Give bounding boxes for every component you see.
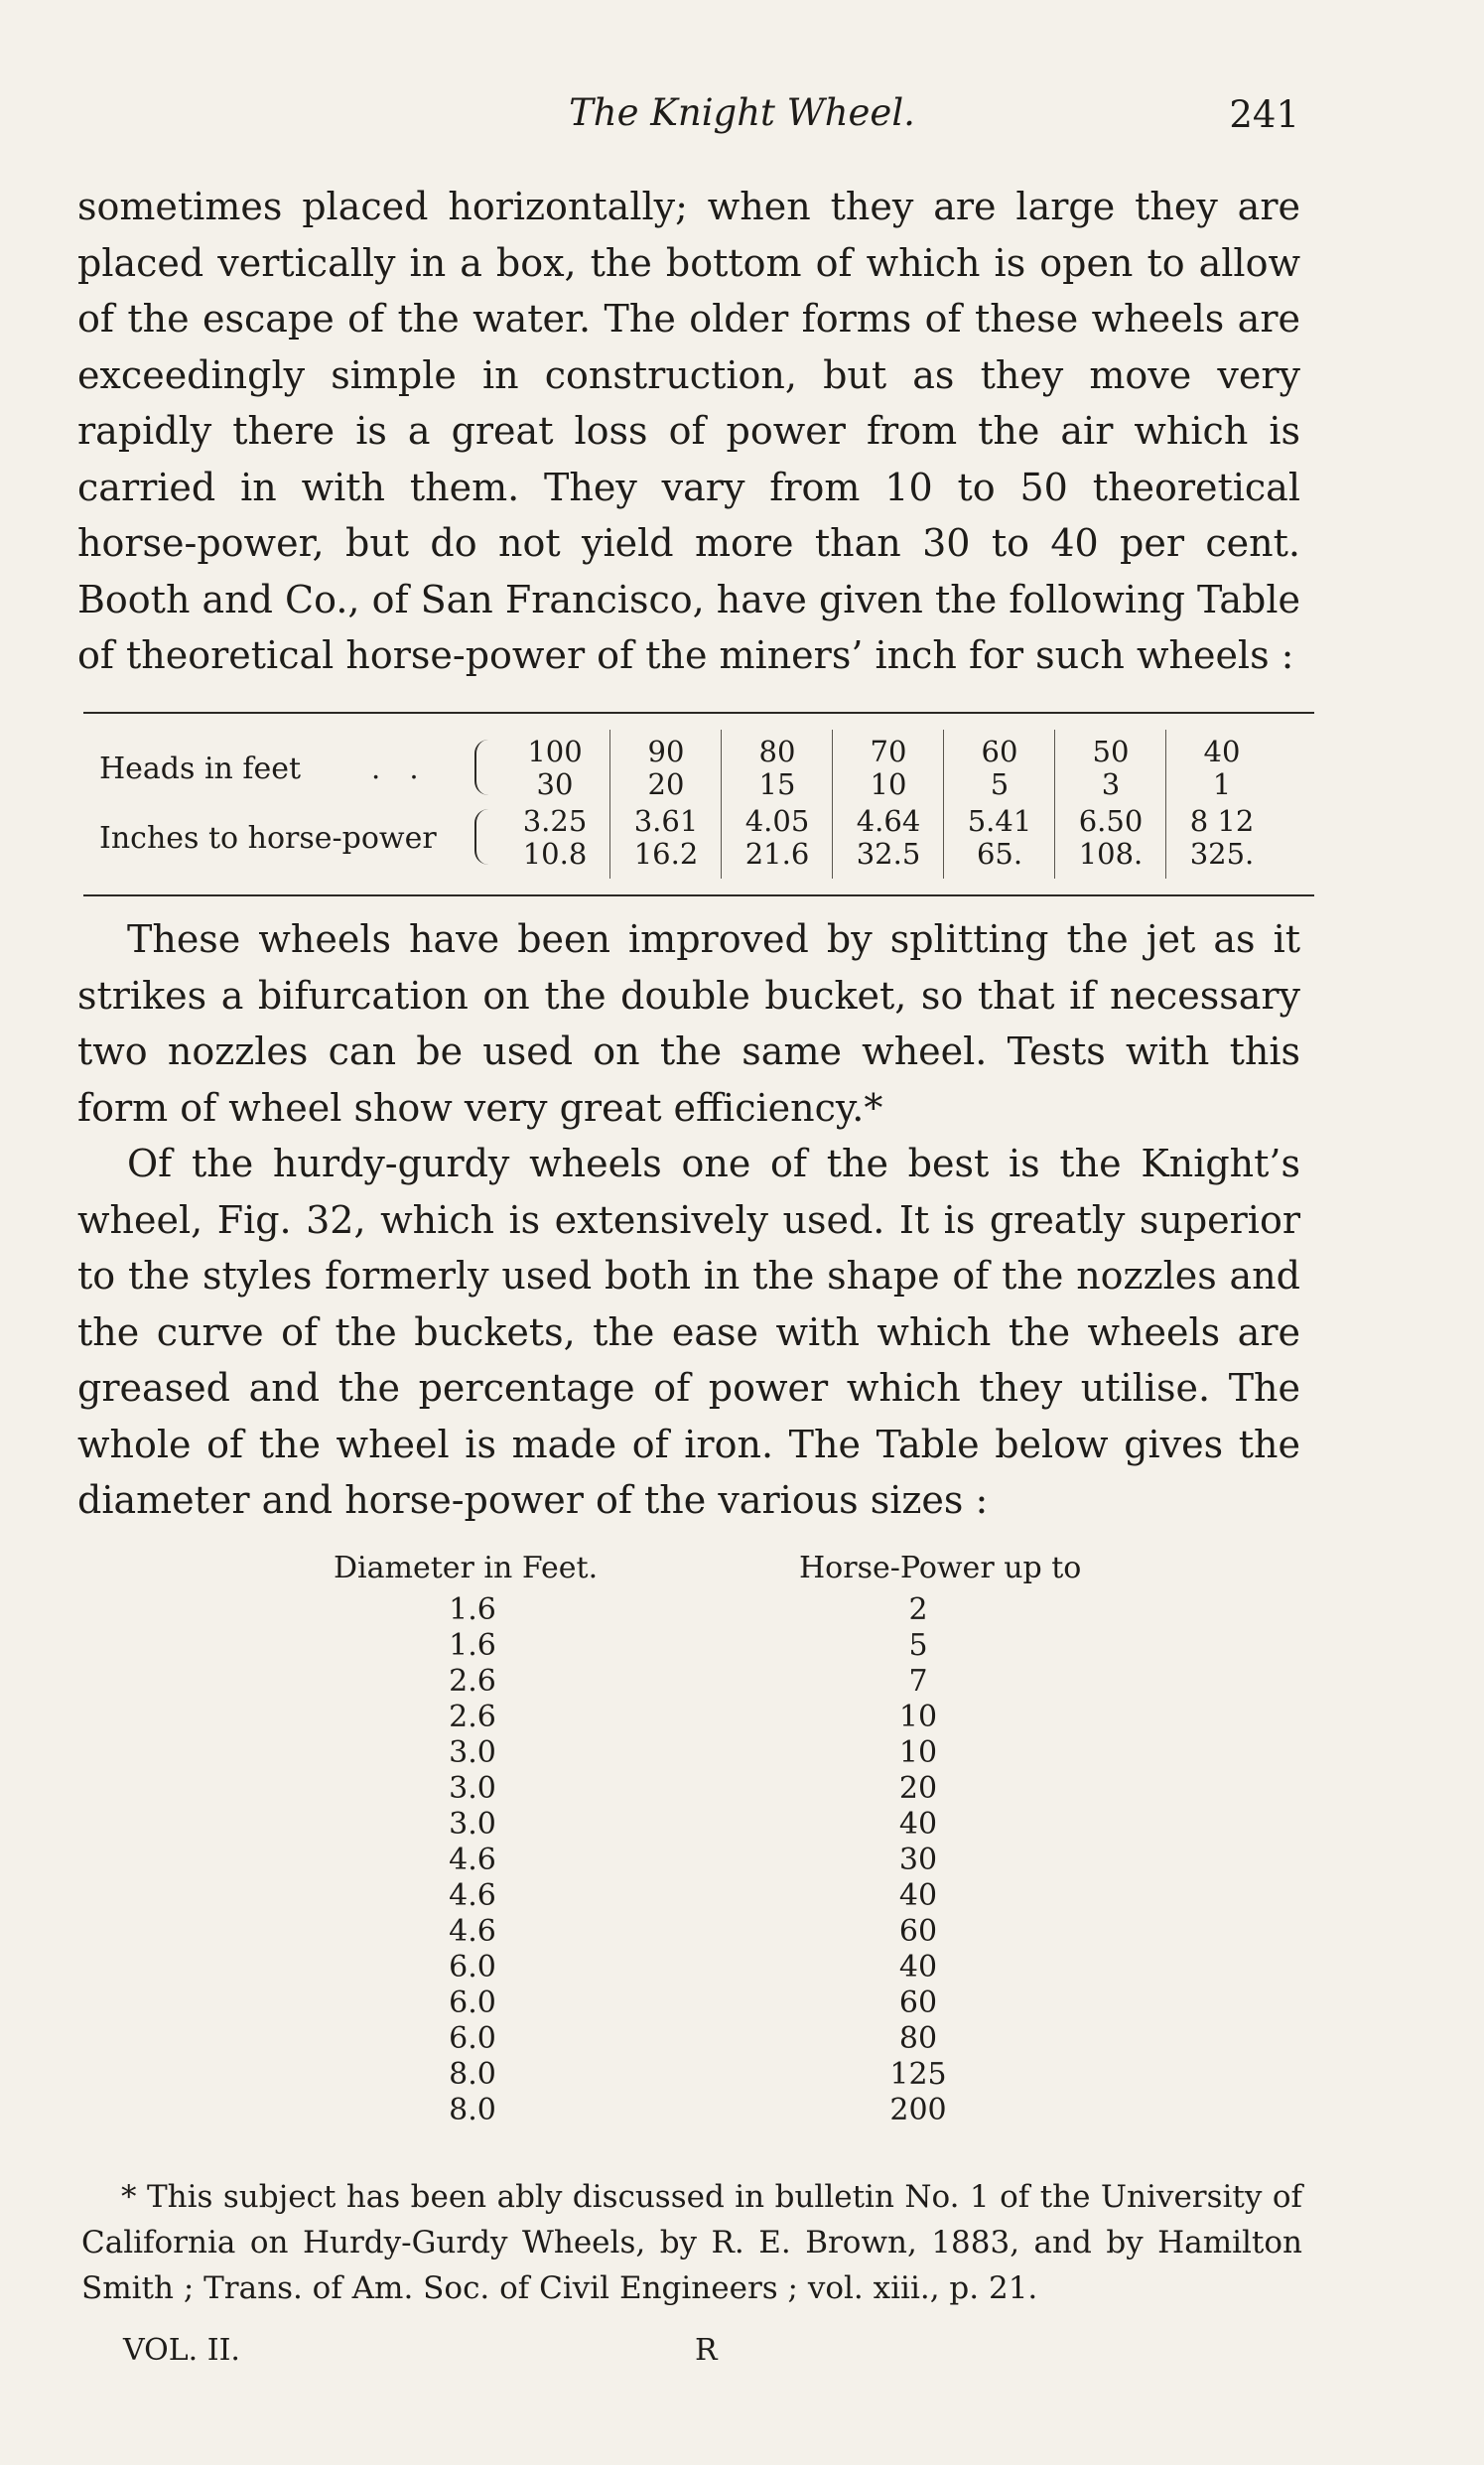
table-row [298,1878,1151,1914]
horsepower-cell: 40 [898,1878,938,1913]
column-rule [832,730,833,879]
table-cell: 100 30 [527,735,583,801]
table-row [298,1664,1151,1700]
table-cell: 60 5 [981,735,1018,801]
table-row [298,1771,1151,1807]
page-number: 241 [1229,93,1299,136]
table-cell: 80 15 [758,735,796,801]
footnote: * This subject has been ably discussed in bulletin No. 1 of the University of California on Hurdy-Gurdy Wheels, by R. E. Brown, 1883, and by Hamilton Smith ; Trans. of Am. Soc. of Civil Engineers ; vol. xiii., p. 21. [81,2179,1302,2306]
diameter-cell: 8.0 [449,2093,496,2127]
column-header-horsepower: Horse-Power up to [799,1551,1082,1585]
table-row [298,1986,1151,2021]
diameter-cell: 1.6 [449,1628,496,1663]
table-body [298,1592,1151,2128]
diameter-cell: 4.6 [449,1878,496,1913]
horsepower-cell: 2 [908,1592,928,1627]
diameter-cell: 2.6 [449,1700,496,1734]
diameter-cell: 6.0 [449,1986,496,2020]
row-label: Heads in feet [99,752,302,786]
table-row [298,1807,1151,1843]
horsepower-cell: 5 [908,1628,928,1663]
table-row [298,1735,1151,1771]
signature-mark: R [695,2333,718,2368]
diameter-cell: 3.0 [449,1807,496,1842]
volume-signature: VOL. II. [123,2333,240,2368]
horsepower-cell: 80 [898,2021,938,2056]
table-cell: 3.25 10.8 [522,804,588,871]
brace [474,809,494,865]
table-cell: 5.41 65. [967,804,1032,871]
column-rule [609,730,610,879]
diameter-cell: 6.0 [449,1950,496,1985]
table-cell: 4.05 21.6 [744,804,810,871]
diameter-cell: 8.0 [449,2057,496,2092]
table-row [298,1592,1151,1628]
horsepower-cell: 40 [898,1807,938,1842]
column-rule [1165,730,1166,879]
diameter-cell: 6.0 [449,2021,496,2056]
table-cell: 3.61 16.2 [633,804,699,871]
column-rule [943,730,944,879]
horsepower-cell: 60 [898,1914,938,1949]
table-row [298,1843,1151,1878]
horsepower-cell: 200 [889,2093,947,2127]
horsepower-cell: 10 [898,1735,938,1770]
diameter-cell: 3.0 [449,1771,496,1806]
row-label: Inches to horse-power [99,821,437,856]
table-row-inches [83,805,1314,877]
table-header [298,1551,1151,1590]
table-cell: 4.64 32.5 [856,804,921,871]
heads-horsepower-table [83,712,1314,896]
table-cell: 90 20 [647,735,685,801]
table-row [298,2021,1151,2057]
table-row [298,1950,1151,1986]
horsepower-cell: 30 [898,1843,938,1877]
horsepower-cell: 7 [908,1664,928,1699]
table-cell: 50 3 [1092,735,1130,801]
table-cell: 6.50 108. [1078,804,1144,871]
diameter-cell: 1.6 [449,1592,496,1627]
column-header-diameter: Diameter in Feet. [334,1551,599,1585]
paragraph-2: These wheels have been improved by splitting the jet as it strikes a bifurcation on the double bucket, so that if necessary two nozzles can be used on the same wheel. Tests with this form of wheel show very great efficiency.* [77,917,1300,1130]
horsepower-cell: 60 [898,1986,938,2020]
table-row [298,2093,1151,2128]
horsepower-cell: 10 [898,1700,938,1734]
horsepower-cell: 125 [889,2057,947,2092]
paragraph-3: Of the hurdy-gurdy wheels one of the best is the Knight’s wheel, Fig. 32, which is extensively used. It is greatly superior to the styles formerly used both in the shape of the nozzles and the curve of the buckets, the ease with which the wheels are greased and the percentage of power which they utilise. The whole of the wheel is made of iron. The Table below gives the diameter and horse-power of the various sizes : [77,1142,1300,1522]
table-row [298,1700,1151,1735]
column-rule [721,730,722,879]
table-cell: 70 10 [870,735,907,801]
diameter-cell: 4.6 [449,1843,496,1877]
table-row [298,2057,1151,2093]
brace [474,740,494,795]
table-row [298,1914,1151,1950]
leader-dots: . . [371,752,429,785]
running-header [0,91,1484,141]
wheel-sizes-table [298,1551,1151,2136]
column-rule [1054,730,1055,879]
running-title: The Knight Wheel. [569,91,915,134]
horsepower-cell: 40 [898,1950,938,1985]
table-cell: 40 1 [1203,735,1241,801]
diameter-cell: 2.6 [449,1664,496,1699]
diameter-cell: 3.0 [449,1735,496,1770]
table-row-heads [83,736,1314,807]
diameter-cell: 4.6 [449,1914,496,1949]
paragraph-1: sometimes placed horizontally; when they are large they are placed vertically in a box, the bottom of which is open to allow of the escape of the water. The older forms of these wheels are exceedingly simple in construction, but as they move very rapidly there is a great loss of power from the air which is carried in with them. They vary from 10 to 50 theoretical horse-power, but do not yield more than 30 to 40 per cent. Booth and Co., of San Francisco, have given the following Table of theoretical horse-power of the miners’ inch for such wheels : [77,185,1300,677]
horsepower-cell: 20 [898,1771,938,1806]
table-cell: 8 12 325. [1189,804,1255,871]
table-row [298,1628,1151,1664]
